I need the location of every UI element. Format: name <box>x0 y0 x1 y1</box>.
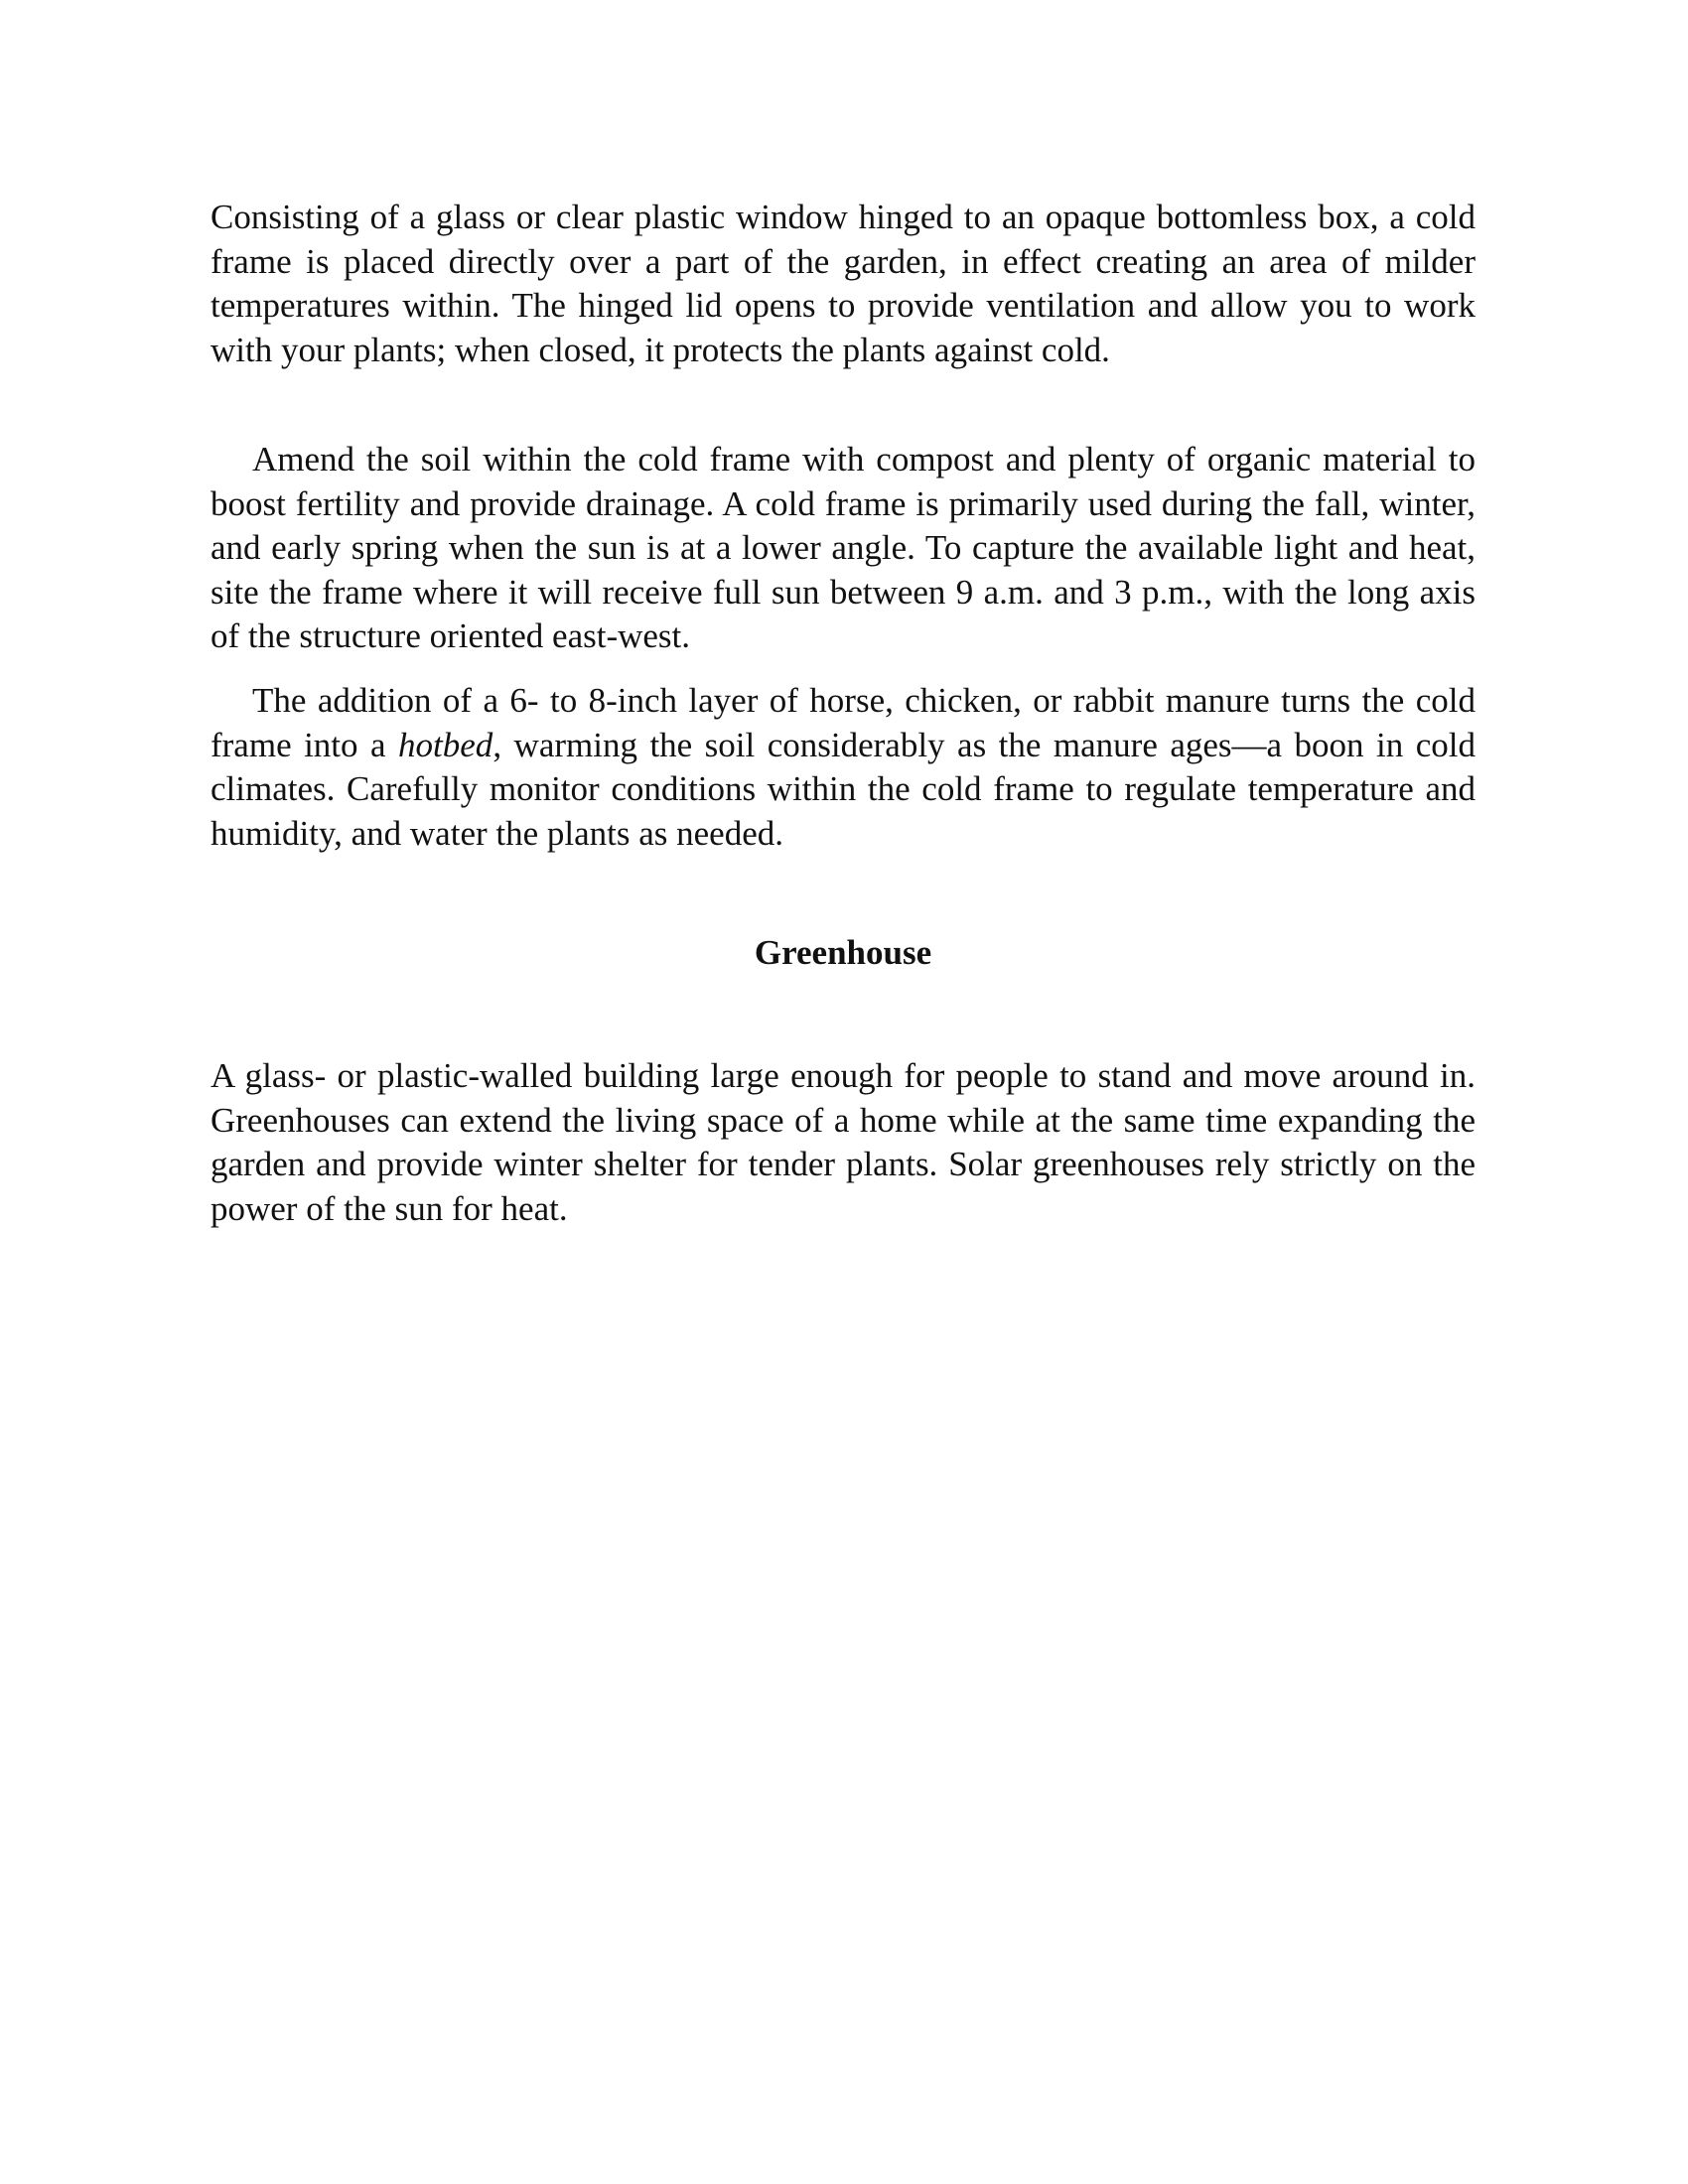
paragraph-text: Amend the soil within the cold frame with compost and plenty of organic material to boost fertility and provide drainage. A cold frame is primarily used during the fall, winter, and early spring when the sun is at a lower angle. To capture the available light and heat, site the frame where it will receive full sun between 9 a.m. and 3 p.m., with the long axis of the structure oriented east-west. <box>211 440 1476 656</box>
paragraph-cold-frame-soil <box>211 438 1476 659</box>
paragraph-text: Consisting of a glass or clear plastic window hinged to an opaque bottomless box, a cold frame is placed directly over a part of the garden, in effect creating an area of milder temperatures within. The hinged lid opens to provide ventilation and allow you to work with your plants; when closed, it protects the plants against cold. <box>211 198 1476 369</box>
paragraph-hotbed <box>211 679 1476 856</box>
paragraph-cold-frame-intro <box>211 196 1476 372</box>
italic-term-hotbed: hotbed <box>398 725 493 764</box>
paragraph-text: , warming the soil considerably as the manure ages—a boon in cold climates. Carefully monitor conditions within the cold frame to regulate temperature and humidity, and water the plants as needed. <box>211 725 1477 853</box>
section-heading-greenhouse: Greenhouse <box>754 933 932 972</box>
paragraph-greenhouse <box>211 1054 1476 1231</box>
paragraph-text: A glass- or plastic-walled building large enough for people to stand and move around in. Greenhouses can extend the living space of a home while at the same time expanding the garden and provide winter shelter for tender plants. Solar greenhouses rely strictly on the power of the sun for heat. <box>211 1056 1476 1228</box>
paragraph-text: The addition of a 6- to 8-inch layer of horse, chicken, or rabbit manure turns the cold frame into a <box>211 681 1476 764</box>
